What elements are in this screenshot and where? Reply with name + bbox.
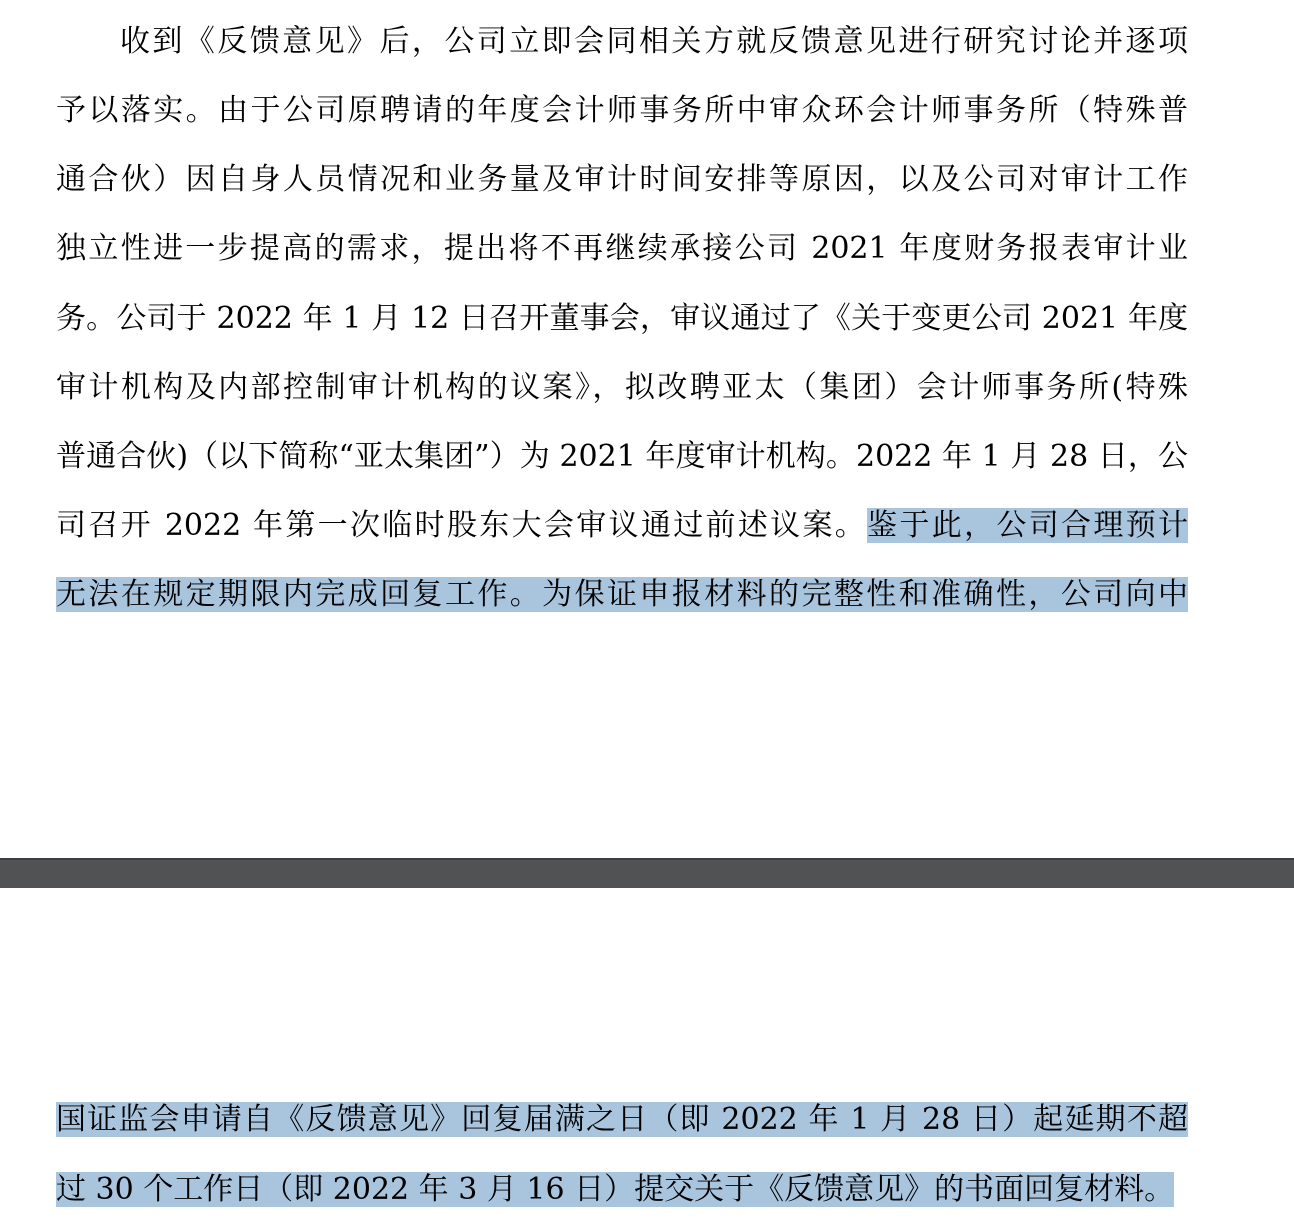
paragraph-line-6: 审计机构及内部控制审计机构的议案》，拟改聘亚太（集团）会计师事务所(特殊 xyxy=(56,370,1188,405)
plain-text-segment: 司召开 2022 年第一次临时股东大会审议通过前述议案。 xyxy=(56,508,868,543)
paragraph-line-4: 独立性进一步提高的需求，提出将不再继续承接公司 2021 年度财务报表审计业 xyxy=(56,231,1188,266)
page-separator xyxy=(0,858,1294,888)
paragraph-line-7: 普通合伙)（以下简称“亚太集团”）为 2021 年度审计机构。2022 年 1 月 28 日，公 xyxy=(56,439,1188,474)
highlighted-text-segment: 鉴于此，公司合理预计 xyxy=(867,508,1188,543)
paragraph-line-9 xyxy=(56,571,1188,619)
paragraph-line-10 xyxy=(56,1096,1188,1144)
highlighted-text-segment: 过 30 个工作日（即 2022 年 3 月 16 日）提交关于《反馈意见》的书面回复材料。 xyxy=(56,1172,1175,1207)
highlighted-text-segment: 国证监会申请自《反馈意见》回复届满之日（即 2022 年 1 月 28 日）起延期不超 xyxy=(56,1102,1188,1137)
paragraph-line-5: 务。公司于 2022 年 1 月 12 日召开董事会，审议通过了《关于变更公司 2021 年度 xyxy=(56,301,1188,336)
paragraph-line-11 xyxy=(56,1166,1188,1214)
paragraph-line-2: 予以落实。由于公司原聘请的年度会计师事务所中审众环会计师事务所（特殊普 xyxy=(56,93,1188,128)
document-page-bottom xyxy=(0,888,1294,1224)
highlighted-text-segment: 无法在规定期限内完成回复工作。为保证申报材料的完整性和准确性，公司向中 xyxy=(56,577,1188,612)
paragraph-line-1: 收到《反馈意见》后，公司立即会同相关方就反馈意见进行研究讨论并逐项 xyxy=(120,24,1188,59)
paragraph-line-8 xyxy=(56,502,1188,550)
paragraph-line-3: 通合伙）因自身人员情况和业务量及审计时间安排等原因，以及公司对审计工作 xyxy=(56,162,1188,197)
